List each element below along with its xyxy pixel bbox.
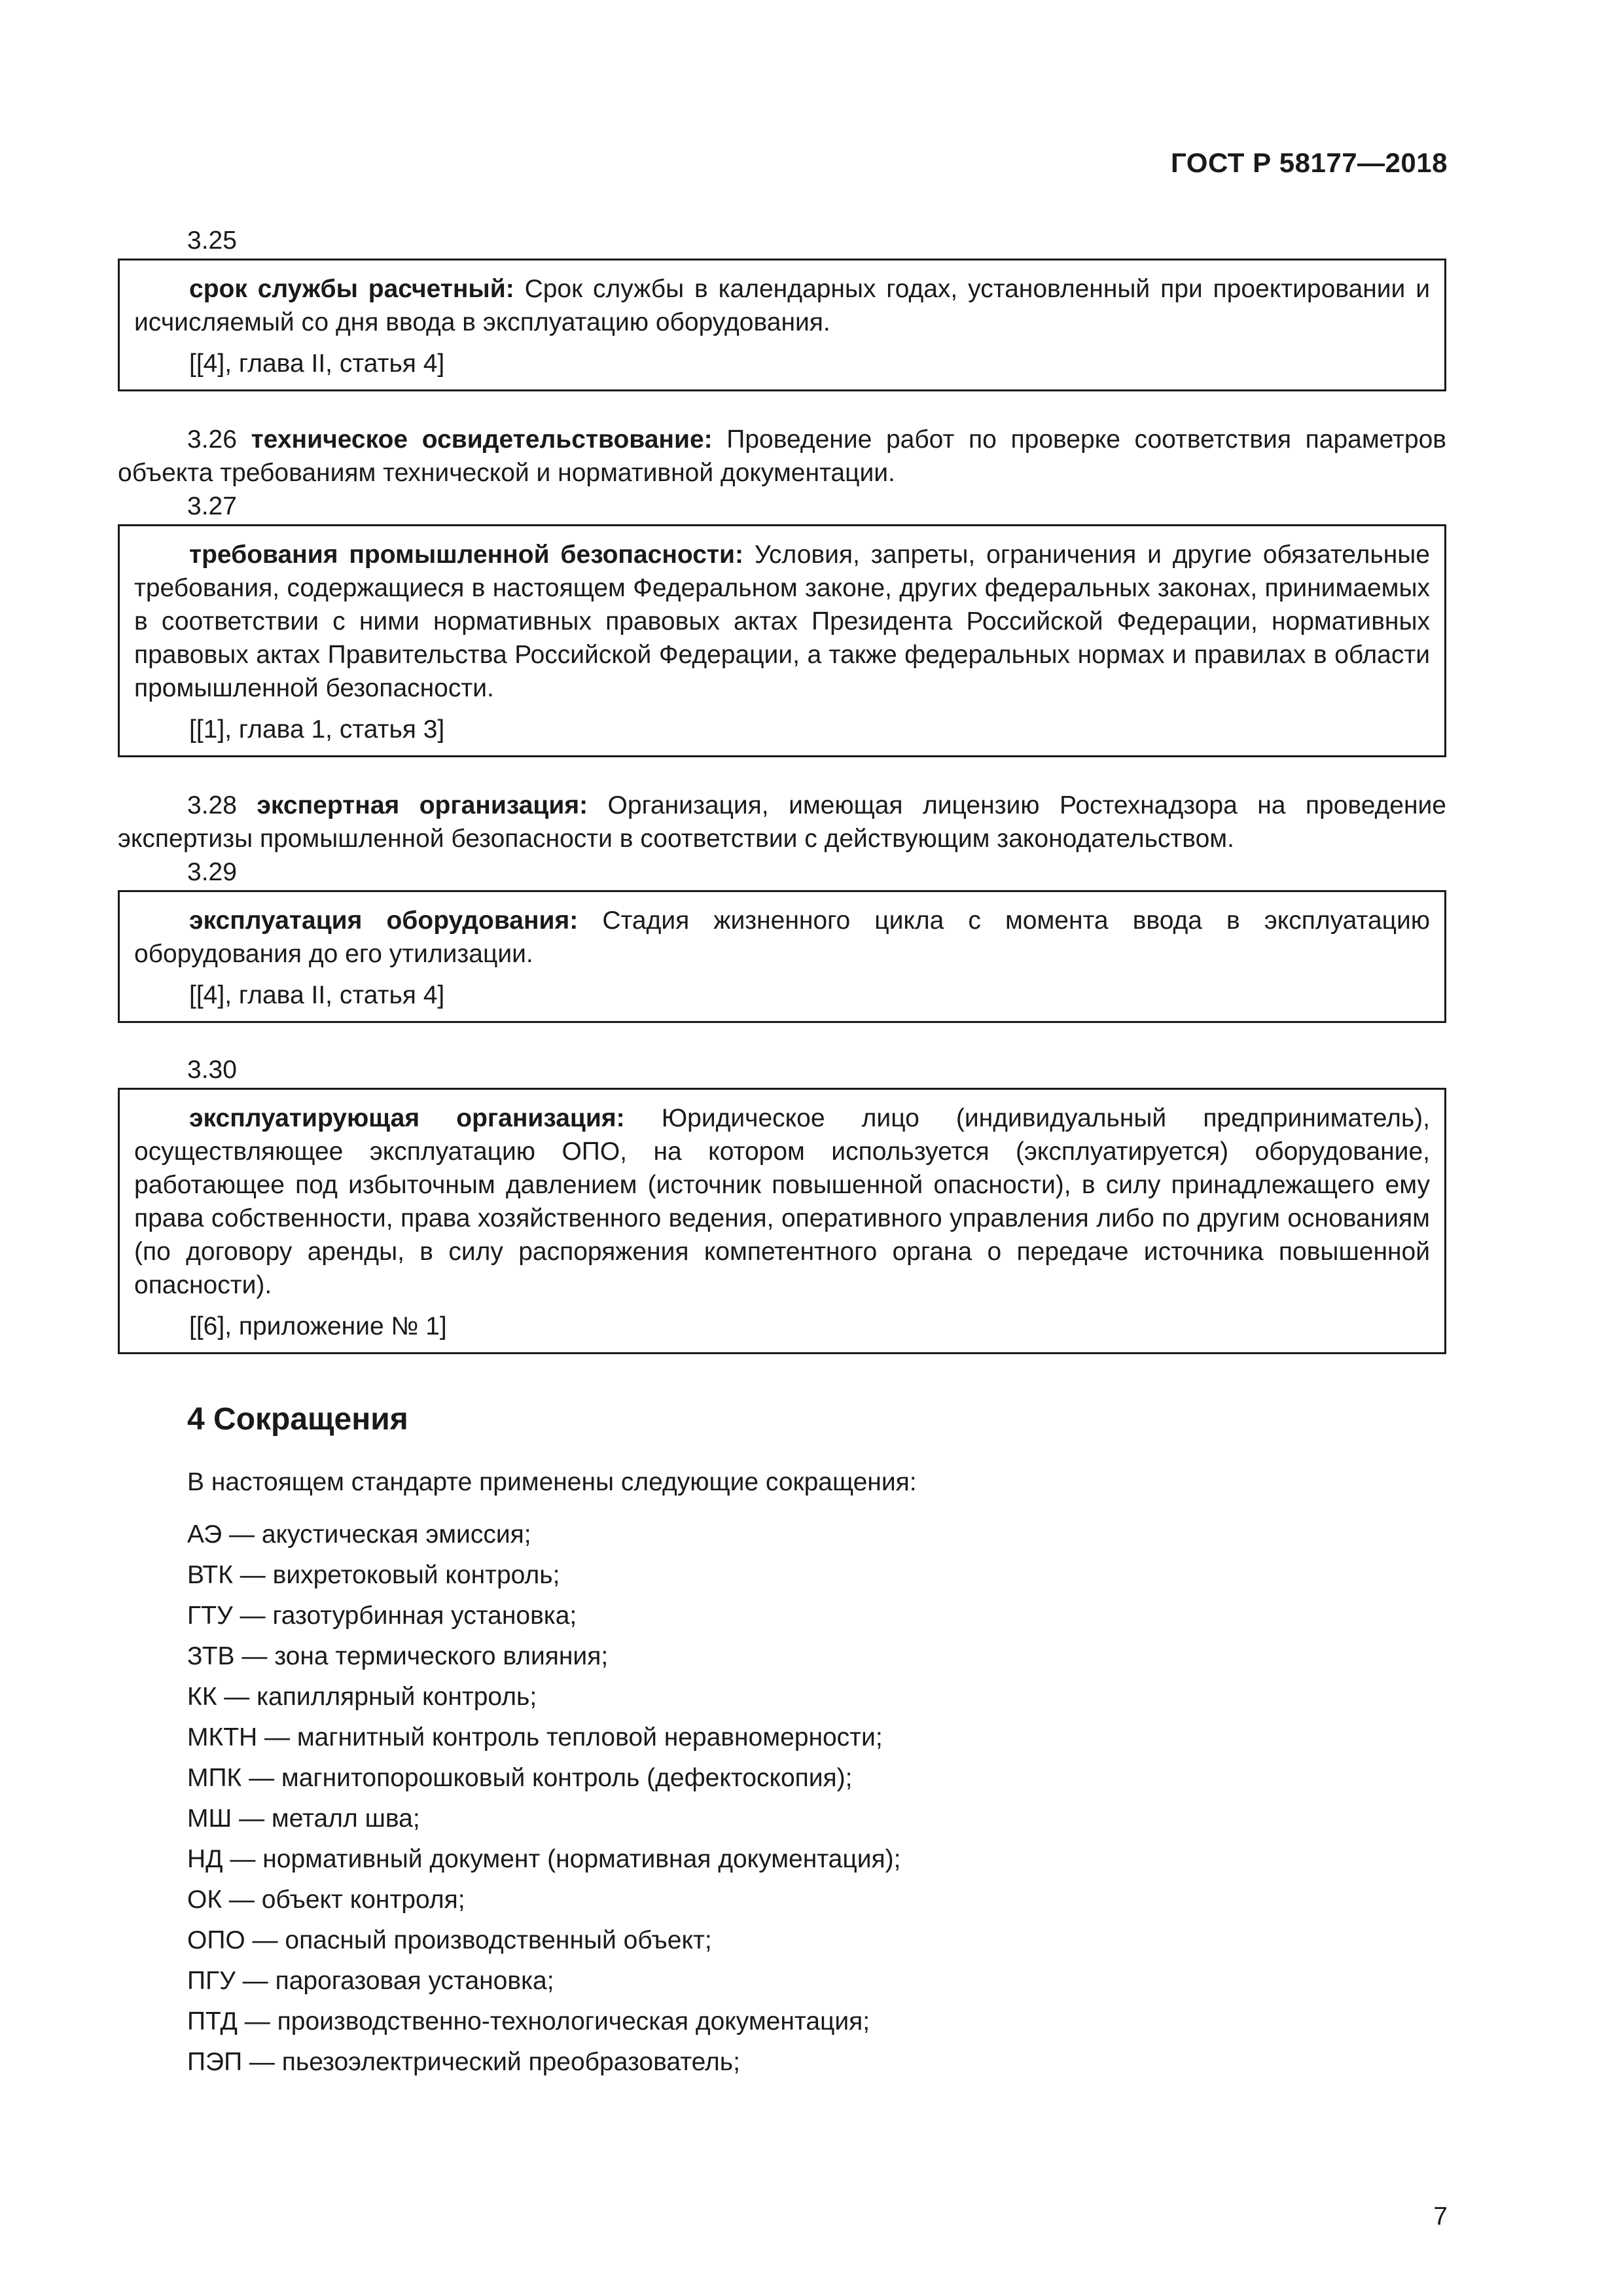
definition-source: [[4], глава II, статья 4]	[189, 350, 445, 378]
definition: Организация, имеющая лицензию Ростехнадзора на проведение экспертизы промышленной безопасности в соответствии с действующим законодательством.	[118, 791, 1446, 853]
definition-source: [[6], приложение № 1]	[189, 1312, 447, 1340]
abbreviation-item: ПГУ — парогазовая установка;	[187, 1967, 554, 1995]
term: экспертная организация:	[257, 791, 588, 819]
entry-number: 3.30	[187, 1056, 237, 1084]
definition: Условия, запреты, ограничения и другие обязательные требования, содержащиеся в настоящем Федеральном законе, других федеральных законах, принимаемых в соответствии с ними нормативных правовых актах Президента Российской Федерации, нормативных правовых актах Правительства Российской Федерации, а также федеральных нормах и правилах в области промышленной безопасности.	[134, 541, 1431, 702]
definition-source: [[4], глава II, статья 4]	[189, 981, 445, 1009]
abbreviation-item: ГТУ — газотурбинная установка;	[187, 1602, 577, 1630]
definition-text	[134, 904, 1430, 971]
abbreviation-item: ОК — объект контроля;	[187, 1886, 465, 1914]
definition: Стадия жизненного цикла с момента ввода в эксплуатацию оборудования до его утилизации.	[134, 906, 1431, 968]
abbreviation-item: ОПО — опасный производственный объект;	[187, 1926, 712, 1954]
definition: Проведение работ по проверке соответствия параметров объекта требованиям технической и нормативной документации.	[118, 425, 1446, 487]
entry-number: 3.29	[187, 858, 237, 886]
term: требования промышленной безопасности:	[189, 541, 743, 569]
abbreviation-item: КК — капиллярный контроль;	[187, 1683, 537, 1711]
definition-paragraph	[118, 423, 1446, 490]
document-code: ГОСТ Р 58177—2018	[1171, 147, 1448, 178]
section-intro: В настоящем стандарте применены следующие сокращения:	[187, 1468, 917, 1496]
definition-text	[134, 538, 1430, 705]
term: техническое освидетельствование:	[251, 425, 713, 454]
abbreviation-item: МШ — металл шва;	[187, 1804, 420, 1833]
entry-number: 3.28	[187, 791, 237, 819]
definition: Юридическое лицо (индивидуальный предприниматель), осуществляющее эксплуатацию ОПО, на котором используется (эксплуатируется) оборудование, работающее под избыточным давлением (источник повышенной опасности), в силу принадлежащего ему права собственности, права хозяйственного ведения, оперативного управления либо по другим основаниям (по договору аренды, в силу распоряжения компетентного органа о передаче источника повышенной опасности).	[134, 1104, 1430, 1299]
definition-box	[118, 1088, 1446, 1354]
term: срок службы расчетный:	[189, 275, 514, 303]
definition-source: [[1], глава 1, статья 3]	[189, 715, 445, 744]
definition: Срок службы в календарных годах, установленный при проектировании и исчисляемый со дня ввода в эксплуатацию оборудования.	[134, 275, 1430, 336]
abbreviation-list	[118, 1515, 1446, 2083]
page-number: 7	[1433, 2202, 1448, 2231]
definition-box	[118, 890, 1446, 1023]
abbreviation-item: АЭ — акустическая эмиссия;	[187, 1520, 531, 1549]
abbreviation-item: МПК — магнитопорошковый контроль (дефектоскопия);	[187, 1764, 853, 1792]
definition-paragraph	[118, 789, 1446, 855]
abbreviation-item: ЗТВ — зона термического влияния;	[187, 1642, 609, 1670]
abbreviation-item: МКТН — магнитный контроль тепловой неравномерности;	[187, 1723, 883, 1751]
definition-text	[134, 1102, 1430, 1302]
definition-box	[118, 524, 1446, 757]
entry-number: 3.27	[187, 492, 237, 520]
definition-box	[118, 259, 1446, 391]
abbreviation-item: ПТД — производственно-технологическая документация;	[187, 2007, 870, 2036]
term: эксплуатация оборудования:	[189, 906, 579, 935]
entry-number: 3.26	[187, 425, 237, 454]
term: эксплуатирующая организация:	[189, 1104, 625, 1132]
abbreviation-item: ВТК — вихретоковый контроль;	[187, 1561, 560, 1589]
abbreviation-item: НД — нормативный документ (нормативная документация);	[187, 1845, 901, 1873]
abbreviation-item: ПЭП — пьезоэлектрический преобразователь;	[187, 2048, 740, 2076]
page-content	[118, 224, 1446, 2083]
entry-number: 3.25	[187, 226, 237, 255]
definition-text	[134, 272, 1430, 339]
section-heading: 4 Сокращения	[187, 1402, 408, 1437]
